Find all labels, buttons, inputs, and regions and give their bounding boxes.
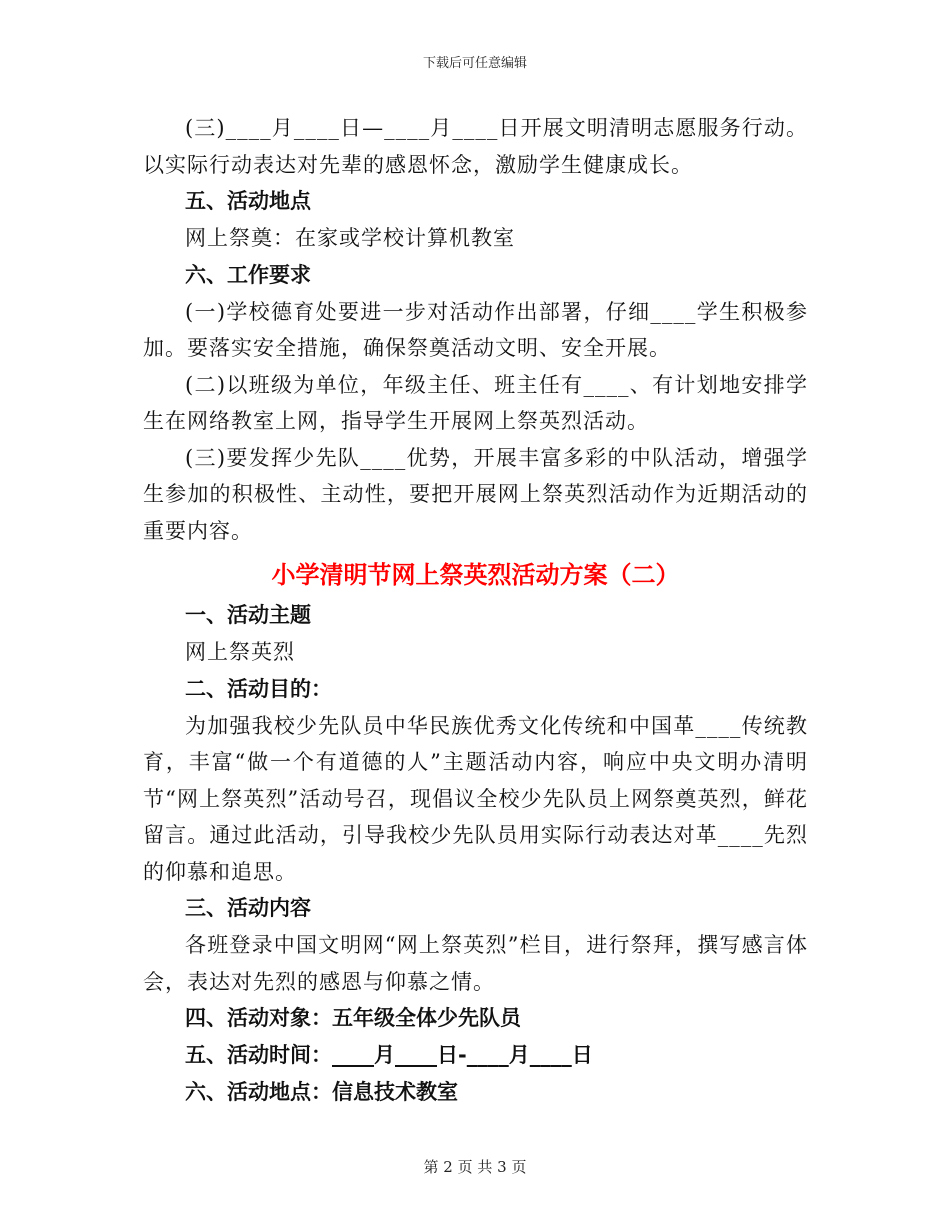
paragraph: 网上祭英烈 [185, 640, 295, 664]
paragraph: (一)学校德育处要进一步对活动作出部署，仔细____学生积极参加。要落实安全措施，确保祭奠活动文明、安全开展。 [143, 299, 808, 360]
paragraph: (三)____月____日—____月____日开展文明清明志愿服务行动。以实际行动表达对先辈的感恩怀念，激励学生健康成长。 [143, 116, 808, 177]
section-heading: 五、活动地点 [185, 189, 311, 213]
section-heading: 四、活动对象：五年级全体少先队员 [185, 1006, 521, 1030]
section-heading: 二、活动目的： [185, 676, 332, 701]
section-heading: 六、活动地点：信息技术教室 [185, 1080, 458, 1104]
paragraph: 网上祭奠：在家或学校计算机教室 [185, 226, 515, 250]
section-heading: 一、活动主题 [185, 603, 311, 627]
document-title: 小学清明节网上祭英烈活动方案（二） [271, 561, 680, 589]
paragraph: 各班登录中国文明网“网上祭英烈”栏目，进行祭拜，撰写感言体会，表达对先烈的感恩与仰慕之情。 [143, 933, 808, 994]
section-heading: 六、工作要求 [185, 262, 311, 287]
page-header: 下载后可任意编辑 [422, 56, 527, 71]
document-body [143, 110, 808, 1111]
page-footer: 第 2 页 共 3 页 [423, 1158, 527, 1176]
section-heading: 三、活动内容 [185, 896, 311, 920]
paragraph: (三)要发挥少先队____优势，开展丰富多彩的中队活动，增强学生参加的积极性、主动性，要把开展网上祭英烈活动作为近期活动的重要内容。 [143, 445, 808, 543]
paragraph: 为加强我校少先队员中华民族优秀文化传统和中国革____传统教育，丰富“做一个有道德的人”主题活动内容，响应中央文明办清明节“网上祭英烈”活动号召，现倡议全校少先队员上网祭奠英烈，鲜花留言。通过此活动，引导我校少先队员用实际行动表达对革____先烈的仰慕和追思。 [143, 713, 808, 884]
section-heading: 五、活动时间：____月____日-____月____日 [185, 1043, 593, 1067]
paragraph: (二)以班级为单位，年级主任、班主任有____、有计划地安排学生在网络教室上网，指导学生开展网上祭英烈活动。 [143, 372, 808, 433]
